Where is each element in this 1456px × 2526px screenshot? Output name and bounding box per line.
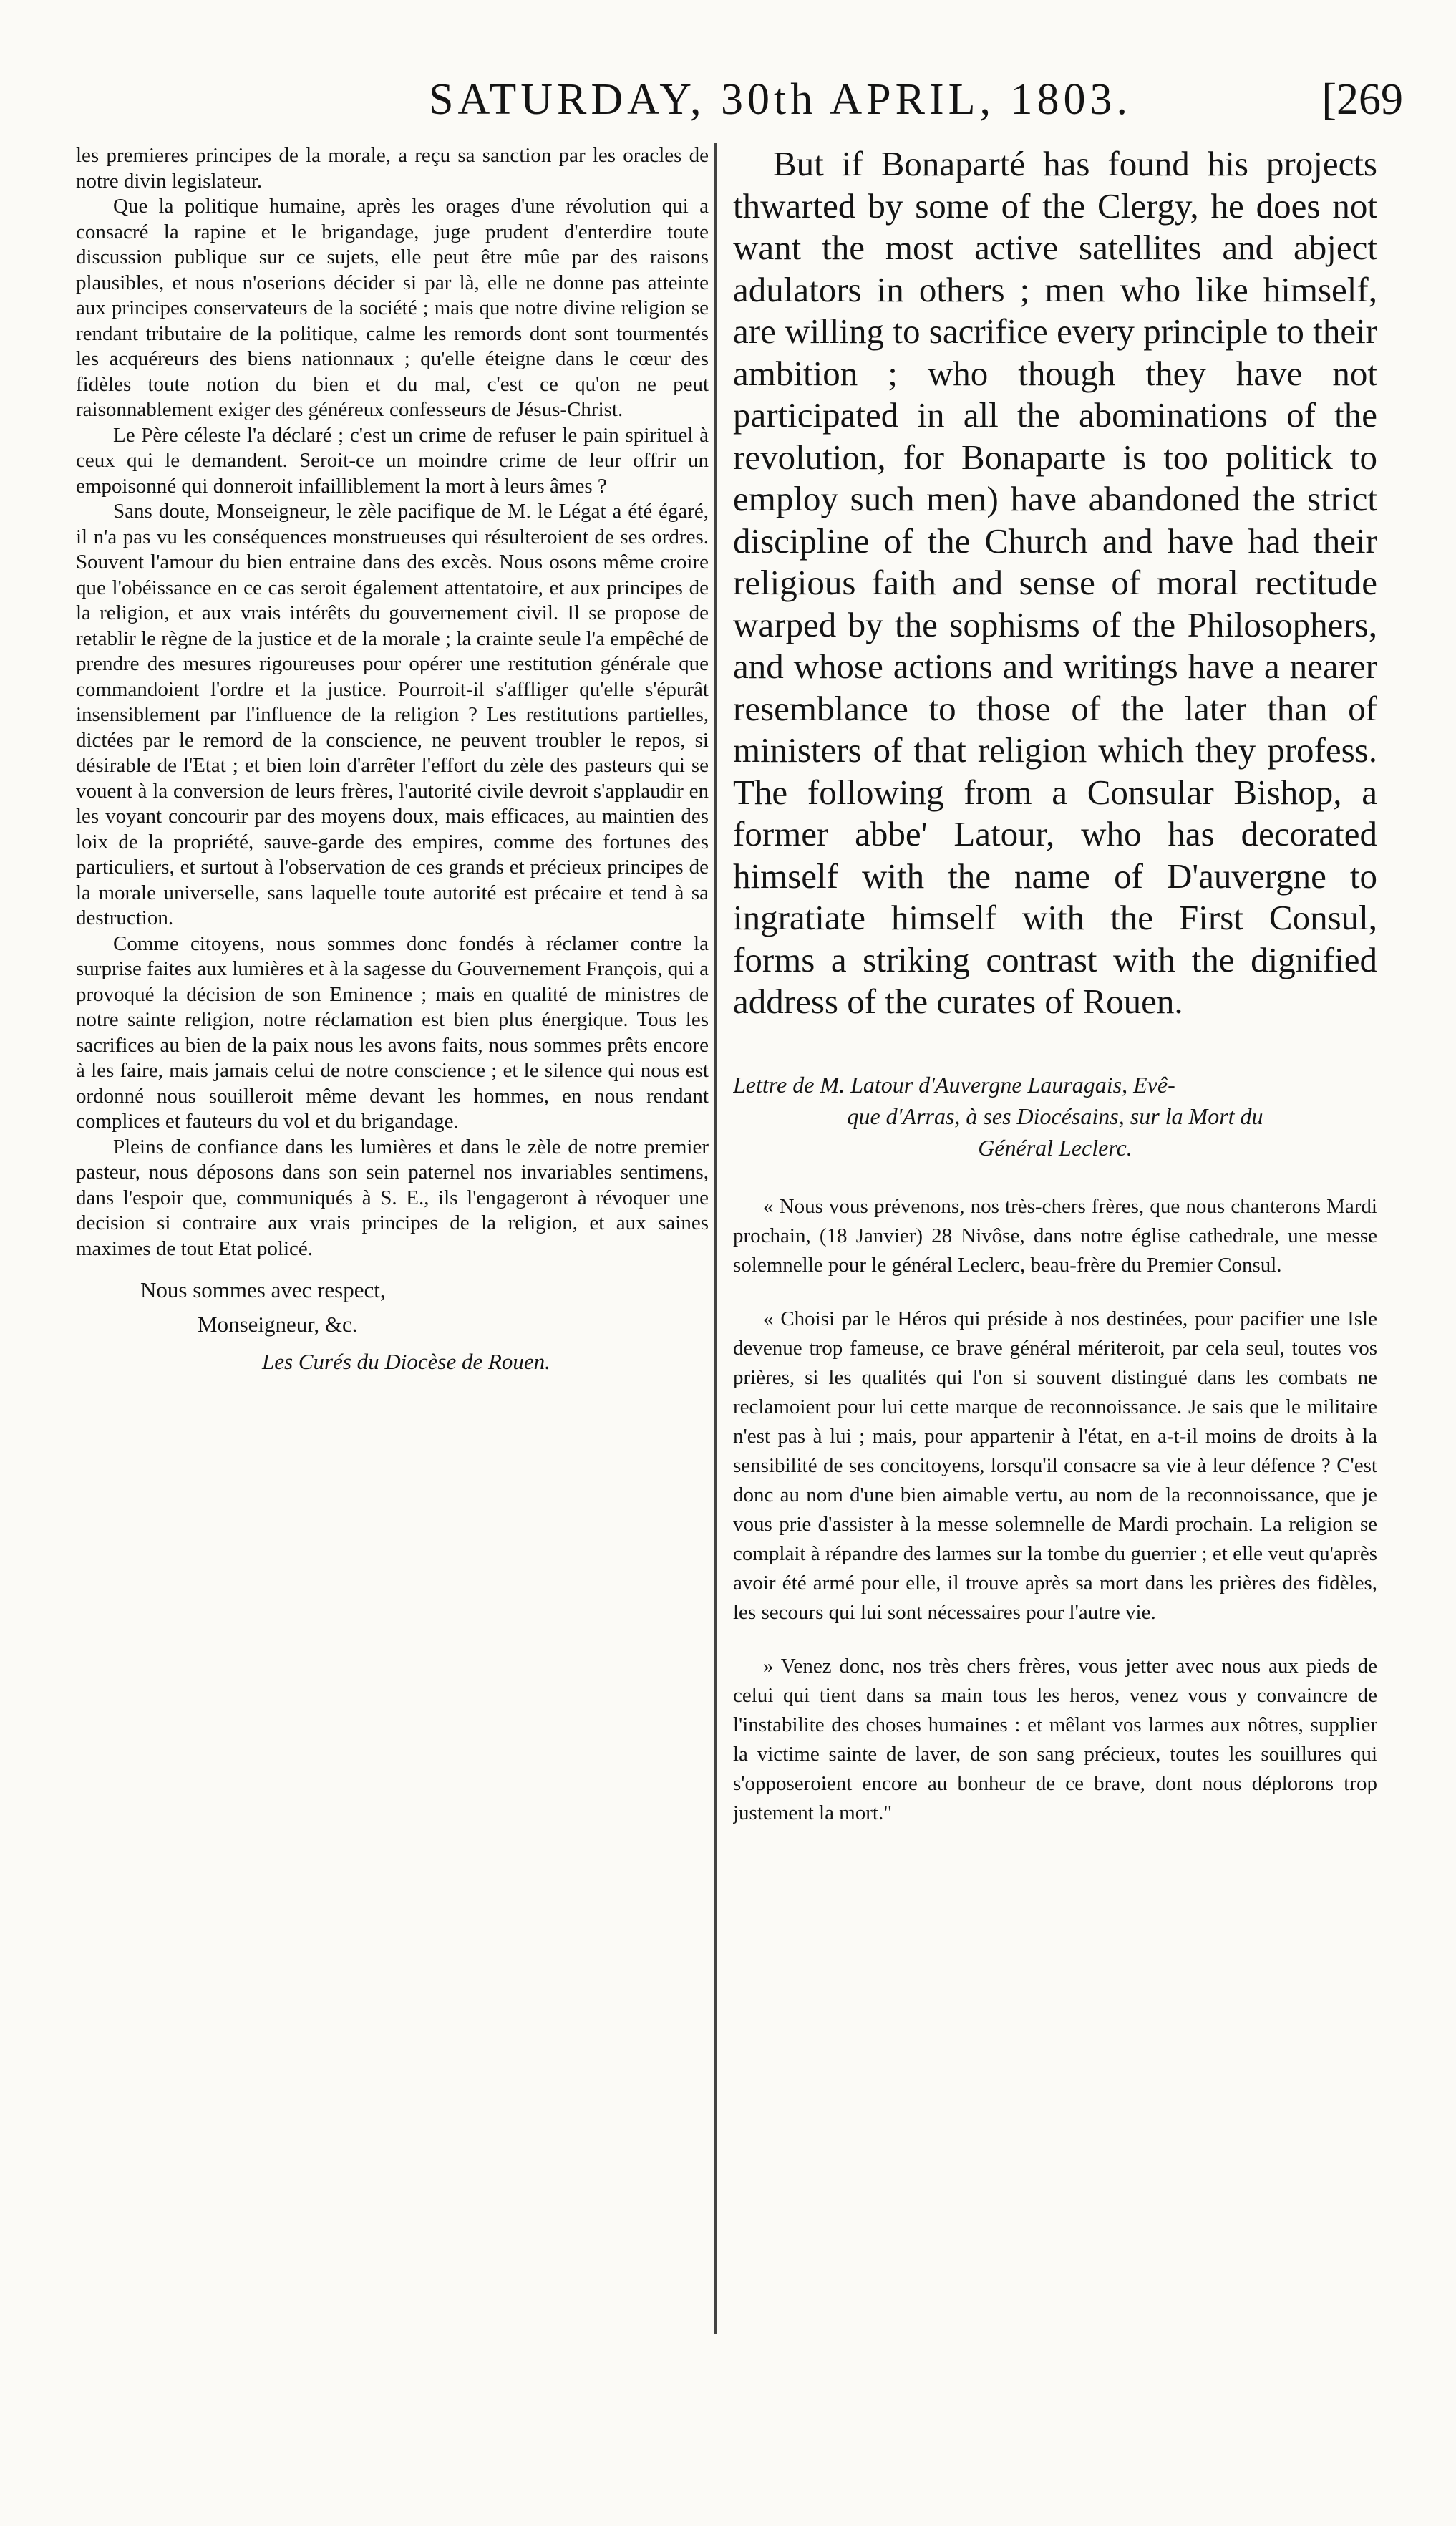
french-paragraph: Comme citoyens, nous sommes donc fondés à réclamer contre la surprise faites aux lumières et à la sagesse du Gouvernement François, qui a provoqué la décision de son Eminence ; mais en qualité de ministres de notre sainte religion, notre réclamation est bien plus énergique. Tous les sacrifices au bien de la paix nous les avons faits, nous sommes prêts encore à les faire, mais jamais celui de notre conscience ; et le silence qui nous est ordonné nous souilleroit même devant les hommes, en nous rendant complices et fauteurs du vol et du brigandage. — [76, 931, 709, 1133]
letter-paragraph: « Choisi par le Héros qui préside à nos destinées, pour pacifier une Isle devenue trop fameuse, ce brave général mériteroit, par cela seul, toutes vos prières, si les qualités qui l'on si souvent distingué dans les combats ne reclamoient pour lui cette marque de reconnoissance. Je sais que le militaire n'est pas à lui ; mais, pour appartenir à l'état, en a-t-il moins de droits à la sensibilité de ses concitoyens, lorsqu'il consacre sa vie à leur défence ? C'est donc au nom d'une bien aimable vertu, au nom de la reconnoissance, que je vous prie d'assister à la messe solemnelle de Mardi prochain. La religion se complait à répandre des larmes sur la tombe du guerrier ; et elle veut qu'après avoir été armé pour elle, il trouve après sa mort dans les prières des fidèles, les secours qui lui sont nécessaires pour l'autre vie. — [733, 1307, 1377, 1624]
page-number: [269 — [1321, 75, 1403, 124]
left-column — [76, 143, 709, 2334]
right-column — [733, 143, 1377, 2334]
closing-line: Nous sommes avec respect, — [140, 1277, 386, 1302]
letter-paragraph: « Nous vous prévenons, nos très-chers frères, que nous chanterons Mardi prochain, (18 Janvier) 28 Nivôse, dans notre église cathedrale, une messe solemnelle pour le général Leclerc, beau-frère du Premier Consul. — [733, 1194, 1377, 1277]
page-title: SATURDAY, 30th APRIL, 1803. — [429, 75, 1132, 124]
french-paragraph: Pleins de confiance dans les lumières et dans le zèle de notre premier pasteur, nous déposons dans son sein paternel nos invariables sentimens, dans l'espoir que, communiqués à S. E., ils l'engageront à révoquer une decision si contraire aux vrais principes de la religion, et aux saines maximes de tout Etat policé. — [76, 1135, 709, 1260]
page-header — [93, 74, 1403, 153]
letter-paragraph: » Venez donc, nos très chers frères, vous jetter avec nous aux pieds de celui qui tient dans sa main tous les heros, venez vous y convaincre de l'instabilite des choses humaines : et mêlant vos larmes aux nôtres, supplier la victime sainte de laver, de son sang précieux, toutes les souillures qui s'opposeroient encore au bonheur de ce brave, dont nous déplorons trop justement la mort." — [733, 1654, 1377, 1824]
french-paragraph: les premieres principes de la morale, a reçu sa sanction par les oracles de notre divin legislateur. — [76, 144, 709, 193]
letter-heading-line: que d'Arras, à ses Diocésains, sur la Mort du — [847, 1103, 1263, 1129]
english-commentary: But if Bonaparté has found his projects thwarted by some of the Clergy, he does not want the most active satellites and abject adulators in others ; men who like himself, are willing to sacrifice every principle to their ambition ; who though they have not participated in all the abominations of the revolution, for Bonaparte is too politick to employ such men) have abandoned the strict discipline of the Church and have had their religious faith and sense of moral rectitude warped by the sophisms of the Philosophers, and whose actions and writings have a nearer resemblance to those of the later than of ministers of that religion which they profess. The following from a Consular Bishop, a former abbe' Latour, who has decorated himself with the name of D'auvergne to ingratiate himself with the First Consul, forms a striking contrast with the dignified address of the curates of Rouen. — [733, 144, 1377, 1021]
salutation-line: Monseigneur, &c. — [198, 1312, 358, 1337]
letter-heading-line: Général Leclerc. — [978, 1134, 1132, 1161]
signature: Les Curés du Diocèse de Rouen. — [262, 1349, 550, 1374]
letter-heading-line: Lettre de M. Latour d'Auvergne Lauragais, Evê- — [733, 1071, 1175, 1098]
french-paragraph: Que la politique humaine, après les orages d'une révolution qui a consacré la rapine et le brigandage, juge prudent d'enterdire toute discussion publique sur ce sujets, elle peut être mûe par des raisons plausibles, et nous n'oserions décider si par là, elle ne donne pas atteinte aux principes conservateurs de la société ; mais que notre divine religion se rendant tributaire de la politique, calme les remords dont sont tourmentés les acquéreurs des biens nationnaux ; qu'elle éteigne dans le cœur des fidèles toute notion du bien et du mal, c'est ce qu'on ne peut raisonnablement exiger des généreux confesseurs de Jésus-Christ. — [76, 195, 709, 421]
column-divider — [714, 143, 717, 2334]
letter-heading — [733, 1069, 1377, 1163]
french-paragraph: Sans doute, Monseigneur, le zèle pacifique de M. le Légat a été égaré, il n'a pas vu les conséquences monstrueuses qui résulteroient de ses ordres. Souvent l'amour du bien entraine dans des excès. Nous osons même croire que l'obéissance en ce cas seroit également attentatoire, et aux principes de la religion, et aux vrais intérêts du gouvernement civil. Il se propose de retablir le règne de la justice et de la morale ; la crainte seule l'a empêché de prendre des mesures rigoureuses pour opérer une restitution générale que commandoient l'ordre et la justice. Pourroit-il s'affliger qu'elle s'épurât insensiblement par l'influence de la religion ? Les restitutions partielles, dictées par le remord de la conscience, ne peuvent troubler le repos, si désirable de l'Etat ; et bien loin d'arrêter l'effort du zèle des pasteurs qui se vouent à la conversion de leurs frères, l'autorité civile devroit s'applaudir en les voyant concourir par des moyens doux, mais efficaces, au maintien des loix de la propriété, sauve-garde des empires, comme des fortunes des particuliers, et surtout à l'observation de ces grands et précieux principes de la morale universelle, sans laquelle toute autorité est précaire et tend à sa destruction. — [76, 500, 709, 929]
french-paragraph: Le Père céleste l'a déclaré ; c'est un crime de refuser le pain spirituel à ceux qui le demandent. Seroit-ce un moindre crime de leur offrir un empoisonné qui donneroit infailliblement la mort à leurs âmes ? — [76, 423, 709, 498]
